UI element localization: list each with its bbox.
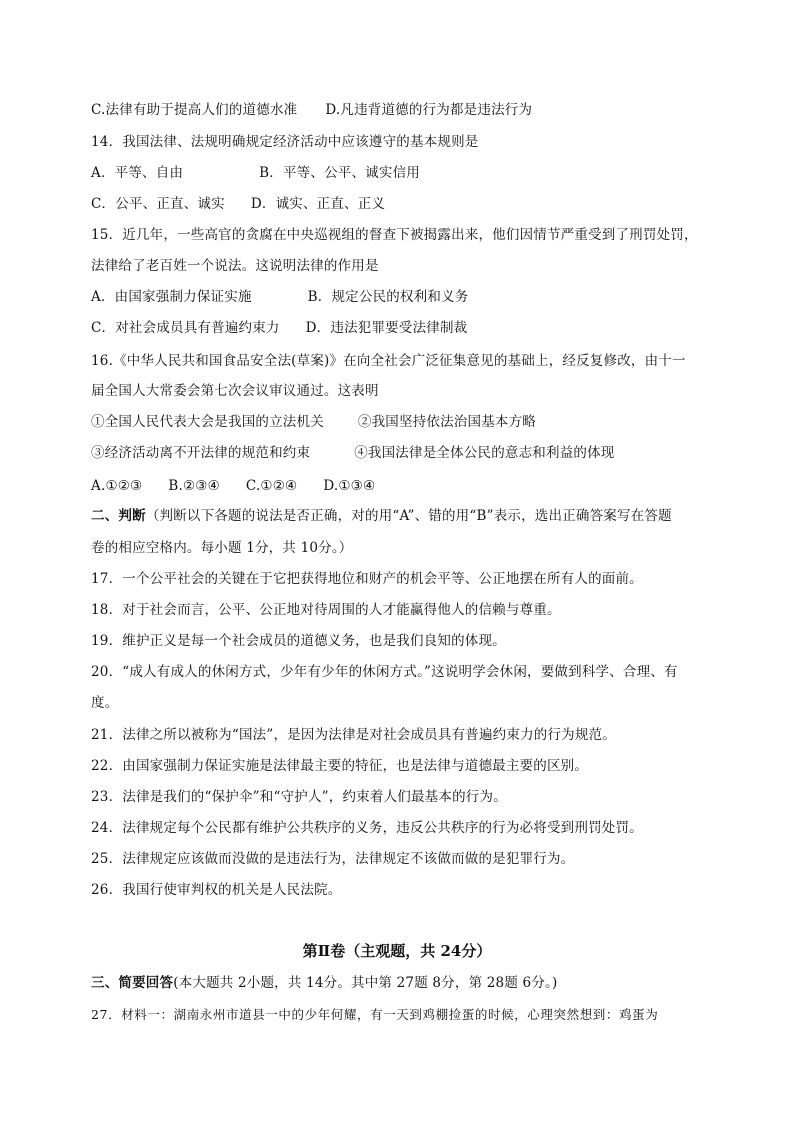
judgment-25: 25．法律规定应该做而没做的是违法行为，法律规定不该做而做的是犯罪行为。 <box>91 851 575 867</box>
section3-instruction-line <box>91 974 557 992</box>
q15-options-row-2 <box>91 319 467 337</box>
section2-instruction-line2: 卷的相应空格内。每小题 1分，共 10分。） <box>91 540 353 556</box>
q16-options-row <box>91 477 375 495</box>
part2-title: 第Ⅱ卷（主观题，共 24分） <box>302 942 492 960</box>
section3-heading: 三、简要回答 <box>91 975 174 991</box>
q16-option-a: A.①②③ <box>91 478 143 494</box>
q14-stem: 14．我国法律、法规明确规定经济活动中应该遵守的基本规则是 <box>91 134 479 150</box>
q16-item-3: ③经济活动离不开法律的规范和约束 <box>91 445 311 461</box>
judgment-26: 26．我国行使审判权的机关是人民法院。 <box>91 882 342 898</box>
q16-item-4: ④我国法律是全体公民的意志和利益的体现 <box>354 445 615 461</box>
q16-item-1: ①全国人民代表大会是我国的立法机关 <box>91 414 324 430</box>
q16-stem-line2: 届全国人大常委会第七次会议审议通过。这表明 <box>91 383 379 399</box>
section2-instruction-line1 <box>91 507 672 525</box>
q15-stem-line1: 15．近几年，一些高官的贪腐在中央巡视组的督查下被揭露出来，他们因情节严重受到了刑罚处罚， <box>91 227 698 243</box>
q14-options-row-2 <box>91 195 385 213</box>
q15-option-c: C．对社会成员具有普遍约束力 <box>91 320 280 336</box>
q16-option-d: D.①③④ <box>323 478 376 494</box>
q14-options-row-1 <box>91 164 420 182</box>
judgment-20: 20．“成人有成人的休闲方式，少年有少年的休闲方式。”这说明学会休闲，要做到科学、合理、有 <box>91 664 678 680</box>
judgment-18: 18．对于社会而言，公平、公正地对待周围的人才能赢得他人的信赖与尊重。 <box>91 602 561 618</box>
q14-option-a: A．平等、自由 <box>91 165 184 181</box>
q13-option-d: D.凡违背道德的行为都是违法行为 <box>325 102 533 118</box>
q14-option-c: C．公平、正直、诚实 <box>91 196 225 212</box>
judgment-23: 23．法律是我们的“保护伞”和“守护人”，约束着人们最基本的行为。 <box>91 789 507 805</box>
q16-items-row-2 <box>91 444 615 462</box>
section2-instruction-text: （判断以下各题的说法是否正确，对的用“A”、错的用“B”表示，选出正确答案写在答题 <box>145 508 672 524</box>
q13-option-c: C.法律有助于提高人们的道德水准 <box>91 102 298 118</box>
judgment-24: 24．法律规定每个公民都有维护公共秩序的义务，违反公共秩序的行为必将受到刑罚处罚。 <box>91 820 643 836</box>
section2-heading: 二、判断 <box>91 508 146 524</box>
q27-material-line1: 27．材料一：湖南永州市道县一中的少年何耀，有一天到鸡棚捡蛋的时候，心理突然想到：鸡蛋为 <box>91 1007 659 1022</box>
q16-stem-line1: 16.《中华人民共和国食品安全法(草案)》在向全社会广泛征集意见的基础上，经反复修改，由十一 <box>91 353 686 369</box>
q15-option-d: D．违法犯罪要受法律制裁 <box>305 320 468 336</box>
q15-option-b: B．规定公民的权利和义务 <box>307 289 469 305</box>
judgment-22: 22．由国家强制力保证实施是法律最主要的特征，也是法律与道德最主要的区别。 <box>91 758 589 774</box>
q16-option-c: C.①②④ <box>245 478 298 494</box>
q16-item-2: ②我国坚持依法治国基本方略 <box>357 414 537 430</box>
judgment-17: 17．一个公平社会的关键在于它把获得地位和财产的机会平等、公正地摆在所有人的面前。 <box>91 571 643 587</box>
judgment-19: 19．维护正义是每一个社会成员的道德义务，也是我们良知的体现。 <box>91 633 506 649</box>
q15-option-a: A．由国家强制力保证实施 <box>91 289 252 305</box>
q16-items-row-1 <box>91 413 536 431</box>
q14-option-d: D．诚实、正直、正义 <box>250 196 386 212</box>
q13-options-row <box>91 101 532 119</box>
judgment-20-continued: 度。 <box>91 695 119 711</box>
q16-option-b: B.②③④ <box>168 478 220 494</box>
q15-options-row-1 <box>91 288 468 306</box>
judgment-21: 21．法律之所以被称为“国法”，是因为法律是对社会成员具有普遍约束力的行为规范。 <box>91 727 616 743</box>
section3-instruction: (本大题共 2小题，共 14分。其中第 27题 8分，第 28题 6分。) <box>173 975 558 991</box>
q15-stem-line2: 法律给了老百姓一个说法。这说明法律的作用是 <box>91 258 379 274</box>
q14-option-b: B．平等、公平、诚实信用 <box>259 165 420 181</box>
